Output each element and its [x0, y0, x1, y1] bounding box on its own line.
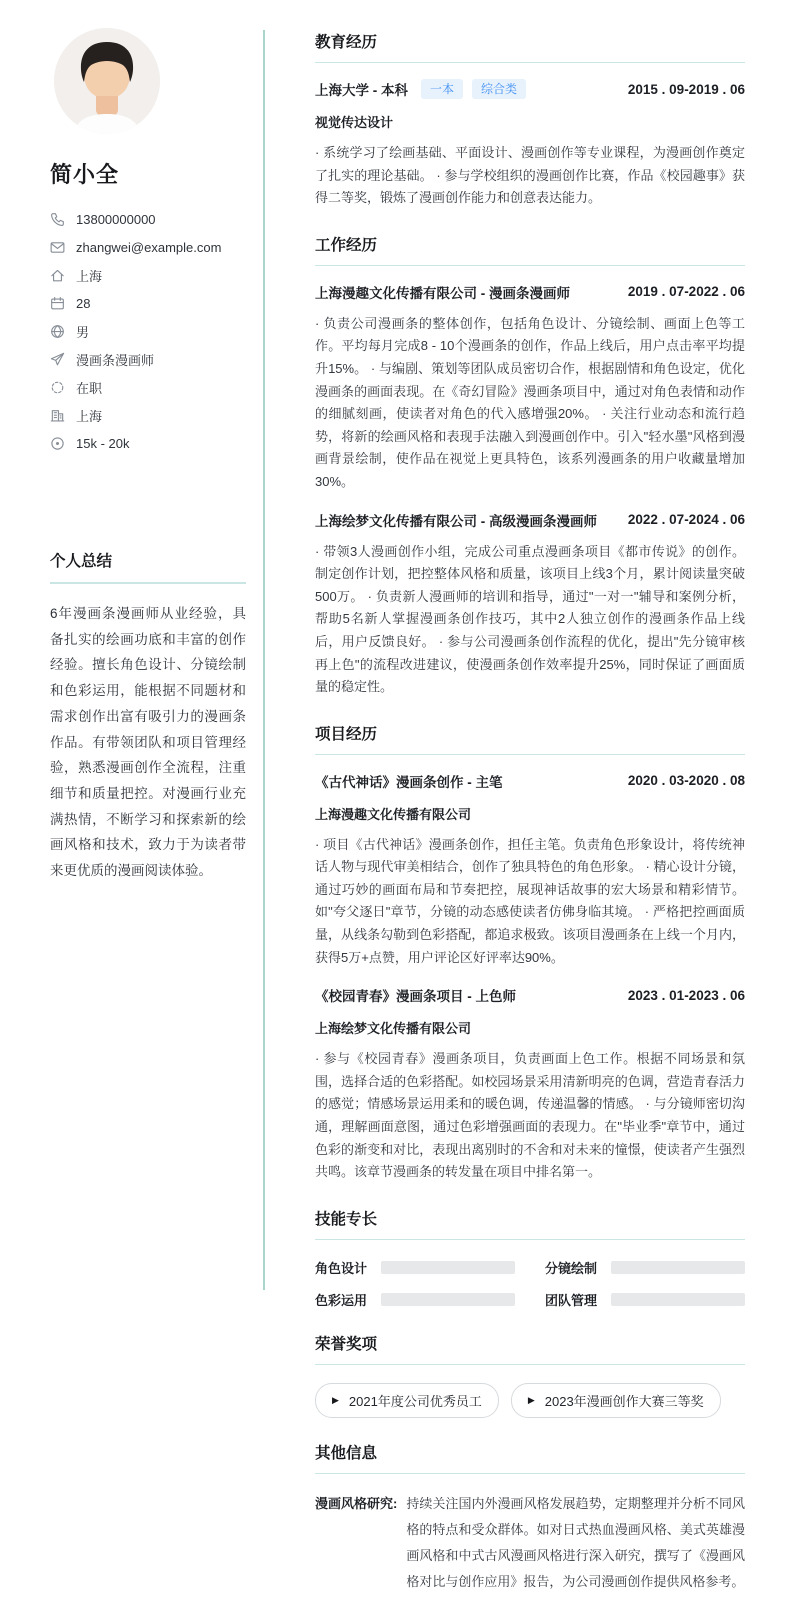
avatar-portrait	[54, 28, 160, 134]
project-date: 2020 . 03-2020 . 08	[627, 773, 745, 789]
other-info-text: 持续关注国内外漫画风格发展趋势，定期整理并分析不同风格的特点和受众群体。如对日式热血漫画风格、美式英雄漫画风格和中式古风漫画风格进行深入研究，撰写了《漫画风格对比与创作应用》报告，为公司漫画创作提供风格参考。	[406, 1495, 745, 1589]
honor-item[interactable]	[511, 1383, 721, 1418]
contact-job-title-value: 漫画条漫画师	[76, 352, 155, 368]
phone-icon	[50, 212, 65, 227]
play-icon: ▶	[332, 1394, 339, 1405]
skill-item	[545, 1290, 745, 1309]
education-major: 视觉传达设计	[315, 115, 394, 130]
home-icon	[50, 268, 65, 283]
skill-item	[315, 1290, 515, 1309]
other-info-title: 其他信息	[315, 1441, 745, 1474]
skill-label: 角色设计	[315, 1260, 368, 1276]
resume-main	[315, 30, 745, 1618]
summary-text: 6年漫画条漫画师从业经验，具备扎实的绘画功底和丰富的创作经验。擅长角色设计、分镜绘制和色彩运用，能根据不同题材和需求创作出富有吸引力的漫画条作品。有带领团队和项目管理经验，熟悉漫画创作全流程，注重细节和质量把控。对漫画行业充满热情，不断学习和探索新的绘画风格和技术，致力于为读者带来更优质的漫画阅读体验。	[50, 606, 246, 879]
education-description: · 系统学习了绘画基础、平面设计、漫画创作等专业课程，为漫画创作奠定了扎实的理论基础。 · 参与学校组织的漫画创作比赛，作品《校园趣事》获得二等奖，锻炼了漫画创作能力和创意表达能力。	[315, 145, 745, 206]
contact-work-city-value: 上海	[76, 408, 103, 424]
skill-bar	[381, 1261, 515, 1274]
contact-salary	[50, 429, 246, 457]
project-description: · 项目《古代神话》漫画条创作，担任主笔。负责角色形象设计，将传统神话人物与现代审美相结合，创作了独具特色的角色形象。 · 精心设计分镜，通过巧妙的画面布局和节奏把控，展现神话故事的宏大场景和精彩情节。如"夸父逐日"章节，分镜的动态感使读者仿佛身临其境。 · 严格把控画面质量，从线条勾勒到色彩搭配，都追求极致。该项目漫画条在上线一个月内，获得5万+点赞，用户评论区好评率达90%。	[315, 836, 745, 965]
project-entry	[315, 985, 745, 1184]
work-entry	[315, 510, 745, 699]
project-date: 2023 . 01-2023 . 06	[627, 987, 745, 1003]
education-title: 教育经历	[315, 30, 745, 63]
education-badges	[421, 79, 526, 99]
other-info-label: 漫画风格研究:	[315, 1495, 398, 1511]
work-entry-header	[315, 282, 745, 302]
project-name: 《校园青春》漫画条项目 - 上色师	[315, 989, 516, 1005]
project-company: 上海漫趣文化传播有限公司	[315, 806, 472, 822]
work-description: · 带领3人漫画创作小组，完成公司重点漫画条项目《都市传说》的创作。制定创作计划，把控整体风格和质量，该项目上线3个月，累计阅读量突破500万。 · 负责新人漫画师的培训和指导，通过"一对一"辅导和案例分析，帮助5名新人掌握漫画条创作技巧，其中2人独立创作的漫画条作品上线后，用户反馈良好。 · 参与公司漫画条创作流程的优化，提出"先分镜审核再上色"的流程改进建议，使漫画条创作效率提升25%，同时保证了画面质量的稳定性。	[315, 543, 745, 695]
work-entry	[315, 282, 745, 494]
skill-label: 分镜绘制	[545, 1260, 598, 1276]
other-info-row	[315, 1491, 745, 1595]
badge-category: 综合类	[472, 79, 526, 99]
project-entry-header	[315, 771, 745, 791]
company-icon	[50, 408, 65, 423]
project-name: 《古代神话》漫画条创作 - 主笔	[315, 774, 503, 790]
gender-icon	[50, 324, 65, 339]
work-date: 2019 . 07-2022 . 06	[627, 284, 745, 300]
education-section	[315, 30, 745, 210]
skill-label: 团队管理	[545, 1292, 598, 1308]
contact-status-value: 在职	[76, 380, 103, 396]
skill-bar	[611, 1293, 745, 1306]
work-position: 上海漫趣文化传播有限公司 - 漫画条漫画师	[315, 285, 570, 301]
project-description: · 参与《校园青春》漫画条项目，负责画面上色工作。根据不同场景和氛围，选择合适的色彩搭配。如校园场景采用清新明亮的色调，营造青春活力的感觉；情感场景运用柔和的暖色调，传递温馨的情感。 · 与分镜师密切沟通，理解画面意图，通过色彩增强画面的表现力。在"毕业季"章节中，通过色彩的渐变和对比，表现出离别时的不舍和对未来的憧憬，使读者产生强烈共鸣。该章节漫画条的转发量在项目中排名第一。	[315, 1051, 745, 1180]
status-icon	[50, 380, 65, 395]
skill-bar	[381, 1293, 515, 1306]
play-icon: ▶	[527, 1394, 535, 1405]
honors-list	[315, 1383, 745, 1418]
skills-grid	[315, 1258, 745, 1309]
contact-status	[50, 373, 246, 401]
contact-gender-value: 男	[76, 324, 90, 340]
education-date: 2015 . 09-2019 . 06	[627, 81, 745, 97]
contact-email	[50, 233, 246, 261]
contact-work-city	[50, 401, 246, 429]
project-company: 上海绘梦文化传播有限公司	[315, 1021, 472, 1037]
work-entry-header	[315, 510, 745, 530]
profile-sidebar	[50, 28, 246, 884]
mail-icon	[50, 240, 65, 255]
skill-bar	[611, 1261, 745, 1274]
skill-item	[315, 1258, 515, 1277]
candidate-name: 简小全	[50, 162, 120, 187]
job-icon	[50, 352, 65, 367]
contact-job-title	[50, 345, 246, 373]
honor-item[interactable]	[315, 1383, 499, 1418]
project-entry-header	[315, 985, 745, 1005]
work-description: · 负责公司漫画条的整体创作，包括角色设计、分镜绘制、画面上色等工作。平均每月完成8 - 10个漫画条的创作，作品上线后，用户点击率平均提升15%。 · 与编剧、策划等团队成员密切合作，根据剧情和角色设定，优化漫画条的画面表现。在《奇幻冒险》漫画条项目中，通过对角色表情和动作的细腻刻画，使读者对角色的代入感增强20%。 · 关注行业动态和流行趋势，将新的绘画风格和表现手法融入到漫画创作中。引入"轻水墨"风格到漫画背景绘制，使作品在视觉上更具特色，该系列漫画条的用户收藏量增加30%。	[315, 315, 745, 489]
contact-gender	[50, 317, 246, 345]
contact-location-value: 上海	[76, 268, 103, 284]
education-school	[315, 79, 526, 99]
work-position: 上海绘梦文化传播有限公司 - 高级漫画条漫画师	[315, 513, 597, 529]
column-divider	[263, 30, 265, 1290]
education-entry-header	[315, 79, 745, 99]
skill-label: 色彩运用	[315, 1292, 368, 1308]
summary-section	[50, 549, 246, 884]
contact-location	[50, 261, 246, 289]
skills-section	[315, 1207, 745, 1309]
projects-title: 项目经历	[315, 722, 745, 755]
projects-section	[315, 722, 745, 1184]
work-date: 2022 . 07-2024 . 06	[627, 512, 745, 528]
contact-list	[50, 205, 246, 457]
contact-age-value: 28	[76, 295, 91, 311]
contact-age	[50, 289, 246, 317]
contact-email-value: zhangwei@example.com	[76, 239, 222, 255]
contact-phone-value: 13800000000	[76, 211, 156, 227]
honor-label: 2023年漫画创作大赛三等奖	[544, 1393, 704, 1409]
skills-title: 技能专长	[315, 1207, 745, 1240]
badge-tier: 一本	[421, 79, 463, 99]
contact-phone	[50, 205, 246, 233]
age-icon	[50, 296, 65, 311]
summary-title: 个人总结	[50, 549, 246, 584]
work-section	[315, 233, 745, 699]
honor-label: 2021年度公司优秀员工	[348, 1393, 482, 1409]
avatar	[54, 28, 160, 134]
skill-item	[545, 1258, 745, 1277]
project-entry	[315, 771, 745, 970]
other-info-section	[315, 1441, 745, 1595]
contact-salary-value: 15k - 20k	[76, 435, 130, 451]
education-school-name: 上海大学 - 本科	[315, 83, 408, 98]
salary-icon	[50, 436, 65, 451]
honors-title: 荣誉奖项	[315, 1332, 745, 1365]
work-title: 工作经历	[315, 233, 745, 266]
honors-section	[315, 1332, 745, 1418]
